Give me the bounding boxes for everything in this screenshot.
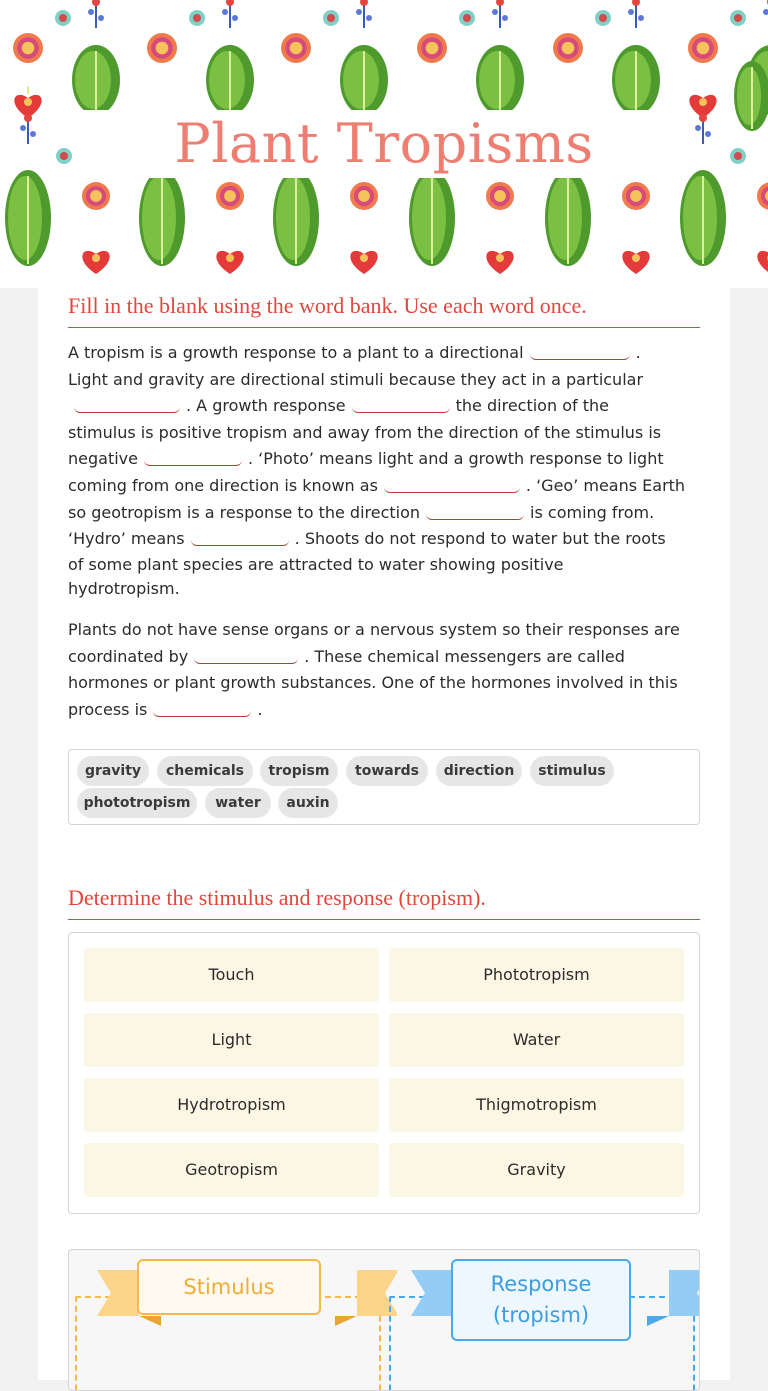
heart-flower-center-icon — [496, 254, 504, 262]
paragraph-hormones — [68, 617, 704, 723]
heart-flower-center-icon — [24, 98, 32, 106]
text: negative — [68, 449, 138, 469]
response-label-line1: Response — [490, 1272, 592, 1296]
card-gravity[interactable]: Gravity — [389, 1143, 684, 1197]
flower-center-icon — [156, 42, 169, 55]
blank-input-1[interactable] — [530, 345, 630, 360]
sort-categories — [68, 1249, 700, 1391]
leaf-highlight-icon — [142, 176, 176, 260]
page-title: Plant Tropisms — [174, 112, 594, 175]
sprig-top-icon — [226, 0, 234, 6]
response-category-label — [451, 1259, 631, 1341]
text: . — [257, 699, 263, 719]
flower-center-icon — [22, 42, 35, 55]
text: . A growth response — [186, 396, 346, 416]
rosette-center-icon — [599, 14, 607, 22]
blank-input-6[interactable] — [426, 505, 524, 520]
sprig-bud-icon — [763, 9, 768, 15]
word-chip-stimulus[interactable]: stimulus — [530, 756, 614, 786]
word-chip-towards[interactable]: towards — [346, 756, 428, 786]
heart-flower-center-icon — [699, 98, 707, 106]
leaf-highlight-icon — [209, 51, 245, 109]
text: the direction of the — [455, 396, 609, 416]
sprig-bud-icon — [222, 9, 228, 15]
sprig-bud-icon — [88, 9, 94, 15]
flower-center-icon — [494, 190, 506, 202]
card-water[interactable]: Water — [389, 1013, 684, 1067]
sprig-bud-icon — [492, 9, 498, 15]
leaf-highlight-icon — [412, 176, 446, 260]
word-chip-auxin[interactable]: auxin — [278, 788, 338, 818]
text: . ‘Geo’ means Earth — [525, 475, 686, 495]
word-chip-water[interactable]: water — [205, 788, 271, 818]
heart-flower-center-icon — [360, 254, 368, 262]
sprig-top-icon — [496, 0, 504, 6]
sprig-top-icon — [92, 0, 100, 6]
text: of some plant species are attracted to water showing positive — [68, 554, 564, 574]
rosette-center-icon — [59, 14, 67, 22]
text: . ‘Photo’ means light and a growth response to light — [247, 449, 664, 469]
leaf-highlight-icon — [8, 176, 42, 260]
rosette-center-icon — [463, 14, 471, 22]
flower-center-icon — [290, 42, 303, 55]
sprig-bud-icon — [232, 15, 238, 21]
word-chip-direction[interactable]: direction — [436, 756, 522, 786]
leaf-highlight-icon — [548, 176, 582, 260]
text: process is — [68, 699, 148, 719]
blank-input-9[interactable] — [153, 702, 251, 717]
header-banner — [0, 0, 768, 288]
card-geotropism[interactable]: Geotropism — [84, 1143, 379, 1197]
blank-input-4[interactable] — [144, 451, 242, 466]
leaf-highlight-icon — [615, 51, 651, 109]
text: . Shoots do not respond to water but the roots — [294, 529, 666, 549]
section-stimulus-response-title: Determine the stimulus and response (tropism). — [68, 885, 700, 920]
text: hormones or plant growth substances. One of the hormones involved in this — [68, 673, 678, 693]
leaf-highlight-icon — [276, 176, 310, 260]
flower-center-icon — [562, 42, 575, 55]
text: coordinated by — [68, 646, 189, 666]
blank-input-2[interactable] — [74, 398, 180, 413]
heart-flower-center-icon — [226, 254, 234, 262]
card-phototropism[interactable]: Phototropism — [389, 948, 684, 1002]
blank-input-3[interactable] — [352, 398, 450, 413]
text: hydrotropism. — [68, 578, 180, 598]
word-chip-phototropism[interactable]: phototropism — [77, 788, 197, 818]
blank-input-7[interactable] — [191, 531, 289, 546]
word-chip-chemicals[interactable]: chemicals — [157, 756, 253, 786]
text: A tropism is a growth response to a plant to a directional — [68, 343, 524, 362]
sprig-bud-icon — [356, 9, 362, 15]
text: so geotropism is a response to the direction — [68, 502, 421, 522]
text: coming from one direction is known as — [68, 475, 378, 495]
sprig-bud-icon — [98, 15, 104, 21]
sprig-top-icon — [360, 0, 368, 6]
sprig-bud-icon — [366, 15, 372, 21]
flower-center-icon — [224, 190, 236, 202]
blank-input-8[interactable] — [194, 649, 298, 664]
rosette-center-icon — [193, 14, 201, 22]
card-light[interactable]: Light — [84, 1013, 379, 1067]
section-fill-blank-title: Fill in the blank using the word bank. Use each word once. — [68, 293, 700, 328]
card-thigmotropism[interactable]: Thigmotropism — [389, 1078, 684, 1132]
blank-input-5[interactable] — [384, 478, 520, 493]
sprig-bud-icon — [628, 9, 634, 15]
sprig-top-icon — [632, 0, 640, 6]
heart-flower-center-icon — [632, 254, 640, 262]
card-pool — [68, 932, 700, 1214]
rosette-center-icon — [327, 14, 335, 22]
flower-center-icon — [90, 190, 102, 202]
sprig-bud-icon — [502, 15, 508, 21]
word-chip-tropism[interactable]: tropism — [260, 756, 338, 786]
text: . These chemical messengers are called — [304, 646, 625, 666]
leaf-highlight-icon — [75, 51, 111, 109]
leaf-highlight-icon — [683, 176, 717, 260]
word-bank — [68, 749, 700, 825]
response-label-line2: (tropism) — [492, 1303, 590, 1327]
leaf-highlight-icon — [479, 51, 515, 109]
sprig-bud-icon — [638, 15, 644, 21]
text: is coming from. — [530, 502, 655, 522]
text: stimulus is positive tropism and away from the direction of the stimulus is — [68, 422, 662, 442]
card-hydrotropism[interactable]: Hydrotropism — [84, 1078, 379, 1132]
rosette-center-icon — [734, 14, 742, 22]
text: Plants do not have sense organs or a nervous system so their responses are — [68, 620, 680, 639]
card-touch[interactable]: Touch — [84, 948, 379, 1002]
flower-center-icon — [697, 42, 710, 55]
flower-center-icon — [630, 190, 642, 202]
heart-flower-center-icon — [92, 254, 100, 262]
flower-center-icon — [426, 42, 439, 55]
text: . — [635, 343, 641, 362]
heart-flower-icon — [757, 251, 768, 274]
flower-center-icon — [358, 190, 370, 202]
text: Light and gravity are directional stimuli because they act in a particular — [68, 369, 644, 389]
stimulus-category-label: Stimulus — [137, 1259, 321, 1315]
paragraph-tropism — [68, 340, 704, 601]
text: ‘Hydro’ means — [68, 529, 185, 549]
word-chip-gravity[interactable]: gravity — [77, 756, 149, 786]
leaf-highlight-icon — [343, 51, 379, 109]
